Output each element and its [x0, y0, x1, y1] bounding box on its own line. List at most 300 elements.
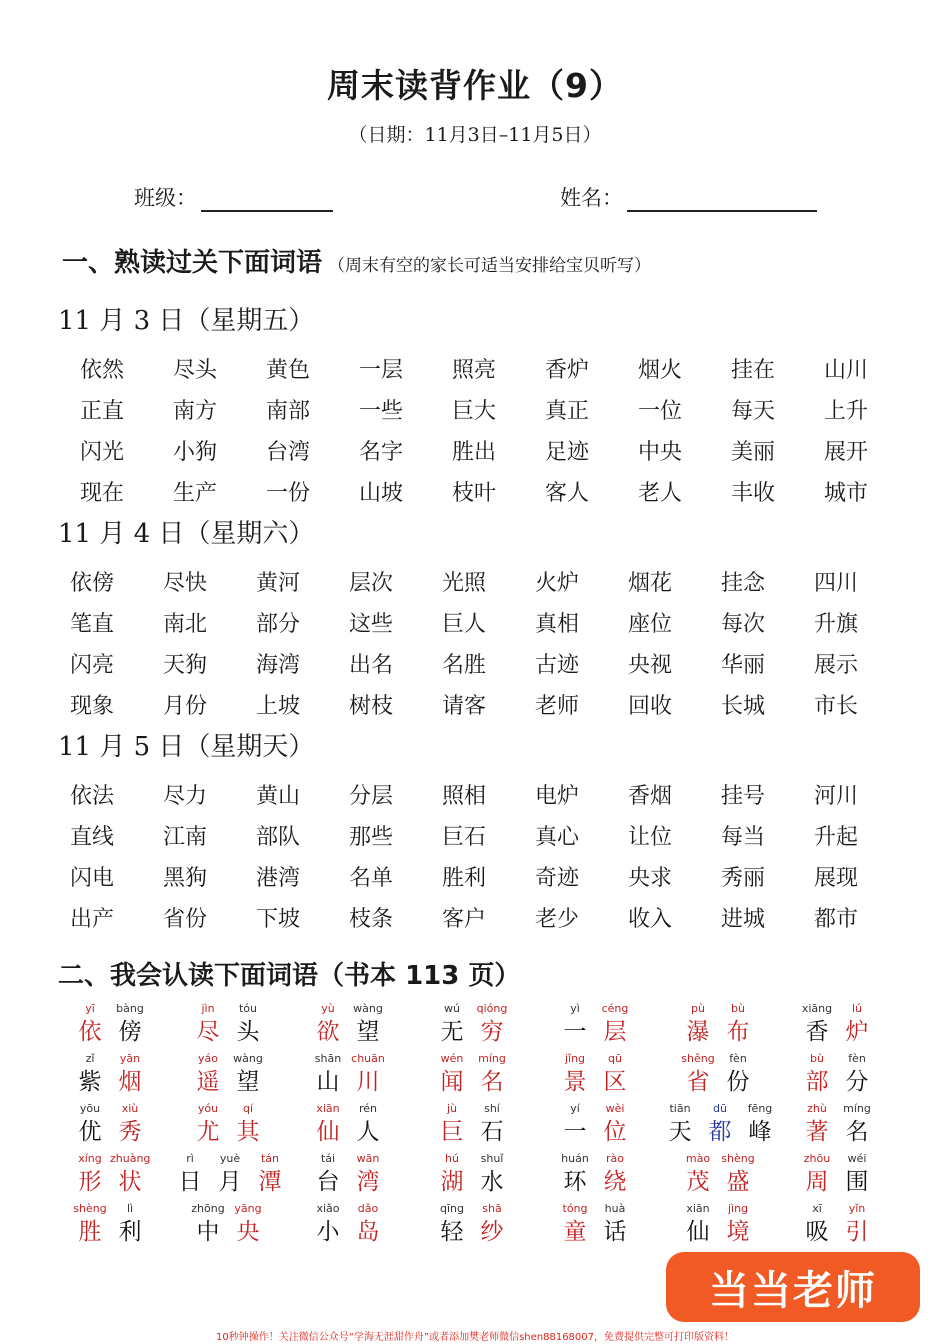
word: 中央 [638, 440, 683, 465]
section-1-heading [62, 242, 651, 279]
pinyin-char [348, 1001, 388, 1047]
hanzi-char: 区 [603, 1069, 627, 1095]
hanzi-char: 台 [316, 1169, 340, 1195]
hanzi-char: 茂 [686, 1169, 710, 1195]
hanzi-char: 水 [480, 1169, 504, 1195]
pinyin-syllable: bù [731, 1002, 745, 1015]
hanzi-char: 山 [316, 1069, 340, 1095]
word: 直线 [70, 825, 115, 850]
word: 请客 [442, 694, 487, 719]
hanzi-char: 话 [603, 1219, 627, 1245]
pinyin-char [188, 1051, 228, 1097]
word: 城市 [824, 481, 869, 506]
class-label: 班级： [134, 186, 197, 210]
pinyin-syllable: wéi [847, 1152, 867, 1165]
pinyin-syllable: bàng [116, 1002, 144, 1015]
hanzi-char: 优 [78, 1119, 102, 1145]
pinyin-char [678, 1151, 718, 1197]
hanzi-char: 分 [845, 1069, 869, 1095]
day-heading: 11 月 4 日（星期六） [58, 519, 315, 549]
word: 客户 [442, 907, 487, 932]
pinyin-char [70, 1201, 110, 1247]
pinyin-char [228, 1051, 268, 1097]
word: 展现 [814, 866, 859, 891]
word: 省份 [163, 907, 208, 932]
word: 枝叶 [452, 481, 497, 506]
word: 月份 [163, 694, 208, 719]
pinyin-syllable: qí [242, 1102, 254, 1115]
hanzi-char: 依 [78, 1019, 102, 1045]
pinyin-row [0, 1151, 950, 1201]
pinyin-syllable: pù [691, 1002, 705, 1015]
pinyin-syllable: fèn [729, 1052, 747, 1065]
hanzi-char: 盛 [726, 1169, 750, 1195]
pinyin-char [308, 1201, 348, 1247]
pinyin-char [70, 1001, 110, 1047]
hanzi-char: 名 [845, 1119, 869, 1145]
word: 展示 [814, 653, 859, 678]
hanzi-char: 其 [236, 1119, 260, 1145]
pinyin-char [110, 1101, 150, 1147]
pinyin-syllable: mào [685, 1152, 711, 1165]
pinyin-char [110, 1151, 150, 1197]
pinyin-char [170, 1151, 210, 1197]
pinyin-syllable: xiāng [801, 1002, 833, 1015]
word: 一层 [359, 358, 404, 383]
word: 奇迹 [535, 866, 580, 891]
word: 央求 [628, 866, 673, 891]
hanzi-char: 烟 [118, 1069, 142, 1095]
pinyin-char [110, 1001, 150, 1047]
word: 正直 [80, 399, 125, 424]
word: 下坡 [256, 907, 301, 932]
hanzi-char: 无 [440, 1019, 464, 1045]
hanzi-char: 胜 [78, 1219, 102, 1245]
word: 江南 [163, 825, 208, 850]
word: 港湾 [256, 866, 301, 891]
hanzi-char: 穷 [480, 1019, 504, 1045]
hanzi-char: 头 [236, 1019, 260, 1045]
word: 枝条 [349, 907, 394, 932]
word: 闪电 [70, 866, 115, 891]
pinyin-char [110, 1201, 150, 1247]
pinyin-char [70, 1051, 110, 1097]
pinyin-char [595, 1001, 635, 1047]
word: 照亮 [452, 358, 497, 383]
word: 座位 [628, 612, 673, 637]
pinyin-syllable: tóng [562, 1202, 588, 1215]
pinyin-char [432, 1051, 472, 1097]
pinyin-syllable: zǐ [85, 1052, 95, 1065]
word: 古迹 [535, 653, 580, 678]
word: 一些 [359, 399, 404, 424]
hanzi-char: 景 [563, 1069, 587, 1095]
hanzi-char: 一 [563, 1019, 587, 1045]
pinyin-syllable: yóu [197, 1102, 219, 1115]
pinyin-char [718, 1051, 758, 1097]
word: 台湾 [266, 440, 311, 465]
word: 客人 [545, 481, 590, 506]
pinyin-char [660, 1101, 700, 1147]
hanzi-char: 峰 [748, 1119, 772, 1145]
word: 闪光 [80, 440, 125, 465]
pinyin-syllable: yù [321, 1002, 335, 1015]
word: 秀丽 [721, 866, 766, 891]
pinyin-row [0, 1201, 950, 1251]
word: 山坡 [359, 481, 404, 506]
word: 老师 [535, 694, 580, 719]
hanzi-char: 小 [316, 1219, 340, 1245]
word: 生产 [173, 481, 218, 506]
word: 每天 [731, 399, 776, 424]
section-2-page: 113 [405, 961, 460, 991]
hanzi-char: 望 [236, 1069, 260, 1095]
pinyin-syllable: wàng [353, 1002, 383, 1015]
pinyin-syllable: yāng [234, 1202, 262, 1215]
word: 烟花 [628, 571, 673, 596]
hanzi-char: 引 [845, 1219, 869, 1245]
word: 光照 [442, 571, 487, 596]
hanzi-char: 周 [805, 1169, 829, 1195]
pinyin-syllable: shèng [73, 1202, 107, 1215]
word: 市长 [814, 694, 859, 719]
pinyin-syllable: míng [843, 1102, 871, 1115]
pinyin-char [797, 1051, 837, 1097]
pinyin-syllable: xiān [316, 1102, 340, 1115]
word: 每当 [721, 825, 766, 850]
pinyin-syllable: xī [812, 1202, 822, 1215]
word: 名胜 [442, 653, 487, 678]
word: 让位 [628, 825, 673, 850]
pinyin-char [595, 1151, 635, 1197]
word: 海湾 [256, 653, 301, 678]
day-heading: 11 月 5 日（星期天） [58, 732, 315, 762]
pinyin-syllable: lì [126, 1202, 134, 1215]
word: 进城 [721, 907, 766, 932]
pinyin-row [0, 1051, 950, 1101]
word: 巨大 [452, 399, 497, 424]
word: 依法 [70, 784, 115, 809]
hanzi-char: 瀑 [686, 1019, 710, 1045]
day-heading: 11 月 3 日（星期五） [58, 306, 315, 336]
pinyin-syllable: jù [446, 1102, 458, 1115]
pinyin-syllable: qióng [476, 1002, 508, 1015]
hanzi-char: 境 [726, 1219, 750, 1245]
pinyin-syllable: shuǐ [480, 1152, 504, 1165]
hanzi-char: 央 [236, 1219, 260, 1245]
hanzi-char: 都 [708, 1119, 732, 1145]
pinyin-syllable: céng [601, 1002, 629, 1015]
word: 依然 [80, 358, 125, 383]
pinyin-syllable: tiān [669, 1102, 691, 1115]
hanzi-char: 著 [805, 1119, 829, 1145]
hanzi-char: 月 [218, 1169, 242, 1195]
hanzi-char: 位 [603, 1119, 627, 1145]
word: 南方 [173, 399, 218, 424]
word: 胜出 [452, 440, 497, 465]
pinyin-char [718, 1151, 758, 1197]
word: 层次 [349, 571, 394, 596]
pinyin-syllable: shèng [721, 1152, 755, 1165]
pinyin-char [700, 1101, 740, 1147]
word: 香炉 [545, 358, 590, 383]
pinyin-char [432, 1201, 472, 1247]
pinyin-char [555, 1201, 595, 1247]
hanzi-char: 仙 [686, 1219, 710, 1245]
pinyin-syllable: wèi [605, 1102, 625, 1115]
pinyin-char [472, 1101, 512, 1147]
pinyin-syllable: yān [119, 1052, 141, 1065]
hanzi-char: 尽 [196, 1019, 220, 1045]
hanzi-char: 日 [178, 1169, 202, 1195]
pinyin-char [188, 1001, 228, 1047]
word: 火炉 [535, 571, 580, 596]
pinyin-syllable: shā [482, 1202, 502, 1215]
hanzi-char: 围 [845, 1169, 869, 1195]
pinyin-syllable: míng [478, 1052, 506, 1065]
pinyin-char [837, 1051, 877, 1097]
hanzi-char: 环 [563, 1169, 587, 1195]
word: 上坡 [256, 694, 301, 719]
word: 现象 [70, 694, 115, 719]
word: 黑狗 [163, 866, 208, 891]
pinyin-char [837, 1151, 877, 1197]
word: 丰收 [731, 481, 776, 506]
pinyin-syllable: zhōu [803, 1152, 831, 1165]
pinyin-syllable: shěng [681, 1052, 715, 1065]
section-2-title-end: 页） [468, 961, 521, 991]
pinyin-char [228, 1101, 268, 1147]
name-field [560, 182, 817, 212]
pinyin-syllable: lú [851, 1002, 863, 1015]
hanzi-char: 仙 [316, 1119, 340, 1145]
hanzi-char: 石 [480, 1119, 504, 1145]
pinyin-char [555, 1001, 595, 1047]
class-field [134, 182, 333, 212]
hanzi-char: 傍 [118, 1019, 142, 1045]
hanzi-char: 份 [726, 1069, 750, 1095]
name-input-line[interactable] [627, 186, 817, 212]
pinyin-syllable: rì [186, 1152, 194, 1165]
pinyin-syllable: qīng [440, 1202, 464, 1215]
pinyin-syllable: zhù [807, 1102, 827, 1115]
word: 长城 [721, 694, 766, 719]
pinyin-syllable: jìn [201, 1002, 215, 1015]
pinyin-syllable: yǐn [848, 1202, 866, 1215]
hanzi-char: 名 [480, 1069, 504, 1095]
hanzi-char: 遥 [196, 1069, 220, 1095]
pinyin-char [432, 1001, 472, 1047]
word: 尽快 [163, 571, 208, 596]
pinyin-char [595, 1201, 635, 1247]
word: 照相 [442, 784, 487, 809]
pinyin-char [308, 1101, 348, 1147]
hanzi-char: 天 [668, 1119, 692, 1145]
pinyin-char [348, 1051, 388, 1097]
hanzi-char: 吸 [805, 1219, 829, 1245]
word: 名单 [349, 866, 394, 891]
name-label: 姓名： [560, 186, 623, 210]
word: 天狗 [163, 653, 208, 678]
pinyin-syllable: huà [604, 1202, 626, 1215]
pinyin-syllable: xiù [121, 1102, 139, 1115]
word: 真心 [535, 825, 580, 850]
hanzi-char: 中 [196, 1219, 220, 1245]
pinyin-char [718, 1001, 758, 1047]
hanzi-char: 布 [726, 1019, 750, 1045]
footer-note: 10秒钟操作！关注微信公众号“学海无涯甜作舟”或者添加樊老师微信shen88168007，免费提供完整可打印版资料！ [215, 1332, 735, 1343]
pinyin-syllable: hú [445, 1152, 459, 1165]
pinyin-char [432, 1151, 472, 1197]
pinyin-syllable: yōu [79, 1102, 101, 1115]
word: 名字 [359, 440, 404, 465]
pinyin-syllable: shí [484, 1102, 500, 1115]
word: 这些 [349, 612, 394, 637]
pinyin-char [70, 1151, 110, 1197]
pinyin-syllable: dū [713, 1102, 727, 1115]
hanzi-char: 湾 [356, 1169, 380, 1195]
pinyin-char [308, 1001, 348, 1047]
pinyin-char [797, 1101, 837, 1147]
word: 黄山 [256, 784, 301, 809]
pinyin-char [678, 1051, 718, 1097]
pinyin-char [555, 1051, 595, 1097]
word: 南北 [163, 612, 208, 637]
word: 笔直 [70, 612, 115, 637]
word: 南部 [266, 399, 311, 424]
section-2-title: 二、我会认读下面词语（书本 [58, 961, 397, 991]
word: 巨人 [442, 612, 487, 637]
hanzi-char: 望 [356, 1019, 380, 1045]
word: 那些 [349, 825, 394, 850]
pinyin-char [228, 1201, 268, 1247]
pinyin-char [678, 1201, 718, 1247]
hanzi-char: 紫 [78, 1069, 102, 1095]
word: 老少 [535, 907, 580, 932]
word: 河川 [814, 784, 859, 809]
pinyin-char [70, 1101, 110, 1147]
hanzi-char: 川 [356, 1069, 380, 1095]
pinyin-syllable: dǎo [357, 1202, 379, 1215]
word: 挂号 [721, 784, 766, 809]
pinyin-syllable: fèn [848, 1052, 866, 1065]
word: 四川 [814, 571, 859, 596]
word: 香烟 [628, 784, 673, 809]
word: 尽头 [173, 358, 218, 383]
word: 巨石 [442, 825, 487, 850]
word: 收入 [628, 907, 673, 932]
word: 上升 [824, 399, 869, 424]
pinyin-syllable: yuè [219, 1152, 241, 1165]
word: 老人 [638, 481, 683, 506]
word: 黄河 [256, 571, 301, 596]
pinyin-char [837, 1201, 877, 1247]
pinyin-syllable: tóu [238, 1002, 257, 1015]
pinyin-syllable: shān [314, 1052, 342, 1065]
pinyin-syllable: yáo [198, 1052, 218, 1065]
pinyin-syllable: wān [356, 1152, 380, 1165]
pinyin-syllable: tái [320, 1152, 336, 1165]
hanzi-char: 湖 [440, 1169, 464, 1195]
word: 尽力 [163, 784, 208, 809]
word: 部分 [256, 612, 301, 637]
word: 小狗 [173, 440, 218, 465]
pinyin-char [472, 1001, 512, 1047]
word: 部队 [256, 825, 301, 850]
pinyin-char [797, 1151, 837, 1197]
word: 依傍 [70, 571, 115, 596]
pinyin-char [348, 1151, 388, 1197]
section-1-note: （周末有空的家长可适当安排给宝贝听写） [328, 256, 652, 276]
word: 都市 [814, 907, 859, 932]
pinyin-syllable: rào [606, 1152, 624, 1165]
hanzi-char: 形 [78, 1169, 102, 1195]
word: 现在 [80, 481, 125, 506]
pinyin-char [188, 1201, 228, 1247]
word: 闪亮 [70, 653, 115, 678]
hanzi-char: 部 [805, 1069, 829, 1095]
hanzi-char: 尤 [196, 1119, 220, 1145]
pinyin-char [188, 1101, 228, 1147]
word: 足迹 [545, 440, 590, 465]
pinyin-syllable: wàng [233, 1052, 263, 1065]
hanzi-char: 层 [603, 1019, 627, 1045]
word: 真正 [545, 399, 590, 424]
pinyin-syllable: jìng [727, 1202, 749, 1215]
pinyin-char [555, 1151, 595, 1197]
section-1-title: 一、熟读过关下面词语 [62, 248, 323, 278]
pinyin-char [837, 1101, 877, 1147]
word: 一份 [266, 481, 311, 506]
pinyin-char [837, 1001, 877, 1047]
hanzi-char: 香 [805, 1019, 829, 1045]
pinyin-char [797, 1201, 837, 1247]
hanzi-char: 绕 [603, 1169, 627, 1195]
word: 分层 [349, 784, 394, 809]
pinyin-syllable: chuān [351, 1052, 385, 1065]
pinyin-char [348, 1201, 388, 1247]
pinyin-char [740, 1101, 780, 1147]
hanzi-char: 岛 [356, 1219, 380, 1245]
word: 山川 [824, 358, 869, 383]
pinyin-char [718, 1201, 758, 1247]
word: 出产 [70, 907, 115, 932]
hanzi-char: 状 [118, 1169, 142, 1195]
word: 升起 [814, 825, 859, 850]
pinyin-char [678, 1001, 718, 1047]
hanzi-char: 闻 [440, 1069, 464, 1095]
hanzi-char: 潭 [258, 1169, 282, 1195]
pinyin-char [595, 1101, 635, 1147]
pinyin-char [228, 1001, 268, 1047]
pinyin-row [0, 1001, 950, 1051]
pinyin-char [110, 1051, 150, 1097]
pinyin-char [595, 1051, 635, 1097]
pinyin-syllable: yī [85, 1002, 95, 1015]
hanzi-char: 炉 [845, 1019, 869, 1045]
hanzi-char: 人 [356, 1119, 380, 1145]
pinyin-syllable: zhōng [191, 1202, 225, 1215]
pinyin-syllable: jǐng [564, 1052, 586, 1065]
word: 挂在 [731, 358, 776, 383]
pinyin-row [0, 1101, 950, 1151]
pinyin-char [210, 1151, 250, 1197]
class-input-line[interactable] [201, 186, 333, 212]
word: 一位 [638, 399, 683, 424]
pinyin-syllable: zhuàng [110, 1152, 151, 1165]
word: 升旗 [814, 612, 859, 637]
word: 树枝 [349, 694, 394, 719]
